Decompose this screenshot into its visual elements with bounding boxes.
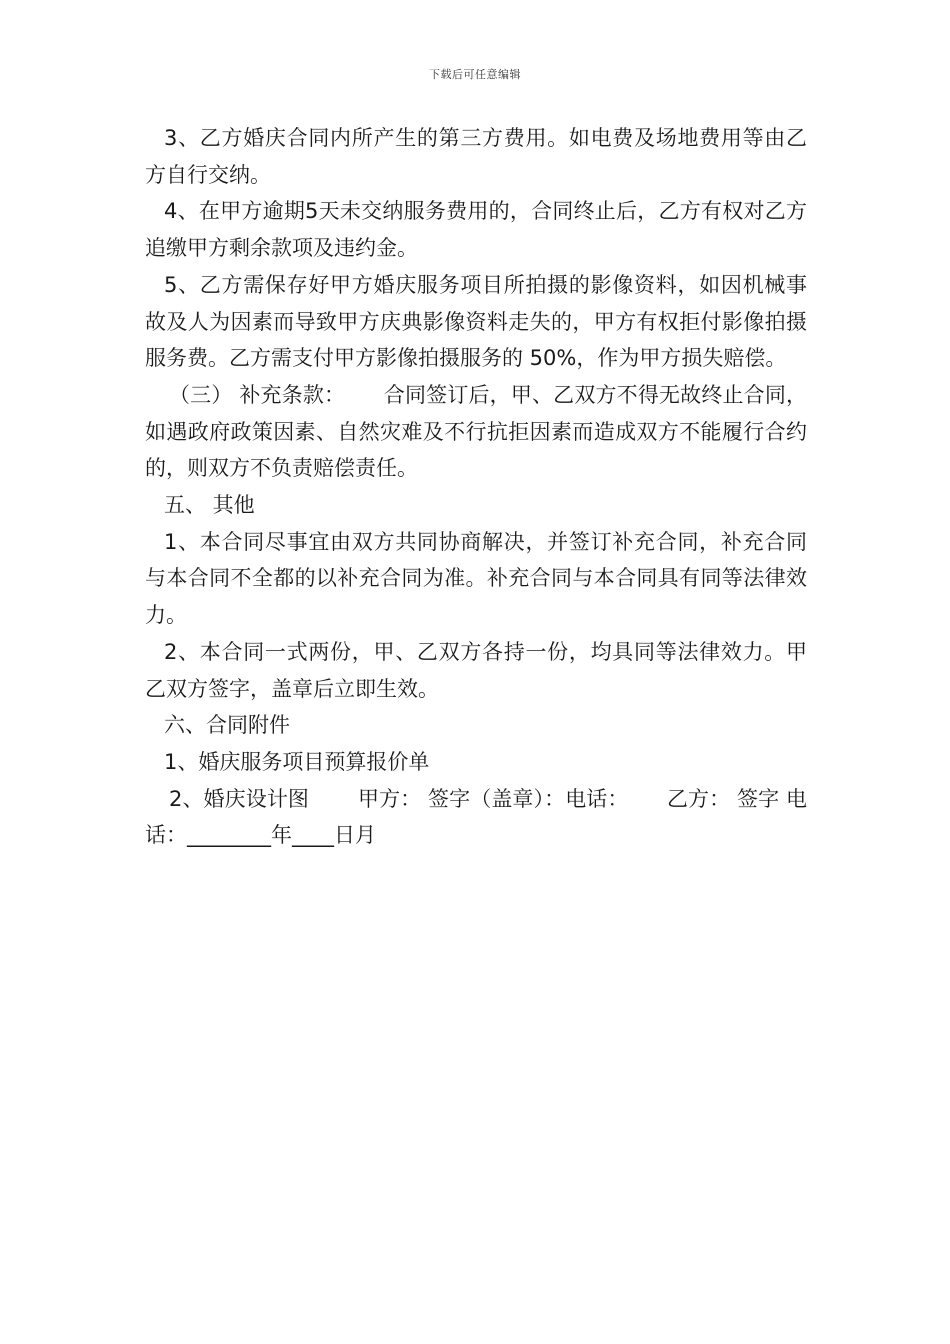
section-5-heading: 五、 其他 — [164, 493, 255, 518]
other-item-2: 2、本合同一式两份，甲、乙双方各持一份，均具同等法律效力。甲乙双方签字，盖章后立即生效。 — [145, 639, 807, 701]
clause-5-video-materials: 5、乙方需保存好甲方婚庆服务项目所拍摄的影像资料，如因机械事故及人为因素而导致甲方庆典影像资料走失的，甲方有权拒付影像拍摄服务费。乙方需支付甲方影像拍摄服务的 50%，作为甲方损失赔偿。 — [145, 272, 807, 371]
other-item-1: 1、本合同尽事宜由双方共同协商解决，并签订补充合同，补充合同与本合同不全都的以补充合同为准。补充合同与本合同具有同等法律效力。 — [145, 529, 807, 628]
clause-4-overdue-payment: 4、在甲方逾期5天未交纳服务费用的，合同终止后，乙方有权对乙方追缴甲方剩余款项及违约金。 — [145, 199, 807, 261]
attachment-item-1: 1、婚庆服务项目预算报价单 — [164, 749, 430, 774]
attachment-item-2-signatures: 2、婚庆设计图 甲方： 签字（盖章）：电话： 乙方： 签字 电话：________年____日月 — [145, 786, 807, 848]
supplementary-terms: （三） 补充条款： 合同签订后，甲、乙双方不得无故终止合同，如遇政府政策因素、自然灾难及不行抗拒因素而造成双方不能履行合约的，则双方不负责赔偿责任。 — [145, 382, 807, 481]
page-header-note: 下载后可任意编辑 — [429, 68, 521, 81]
section-6-heading: 六、合同附件 — [164, 713, 290, 738]
clause-3-third-party-fees: 3、乙方婚庆合同内所产生的第三方费用。如电费及场地费用等由乙方自行交纳。 — [145, 126, 807, 187]
document-body — [145, 120, 807, 854]
